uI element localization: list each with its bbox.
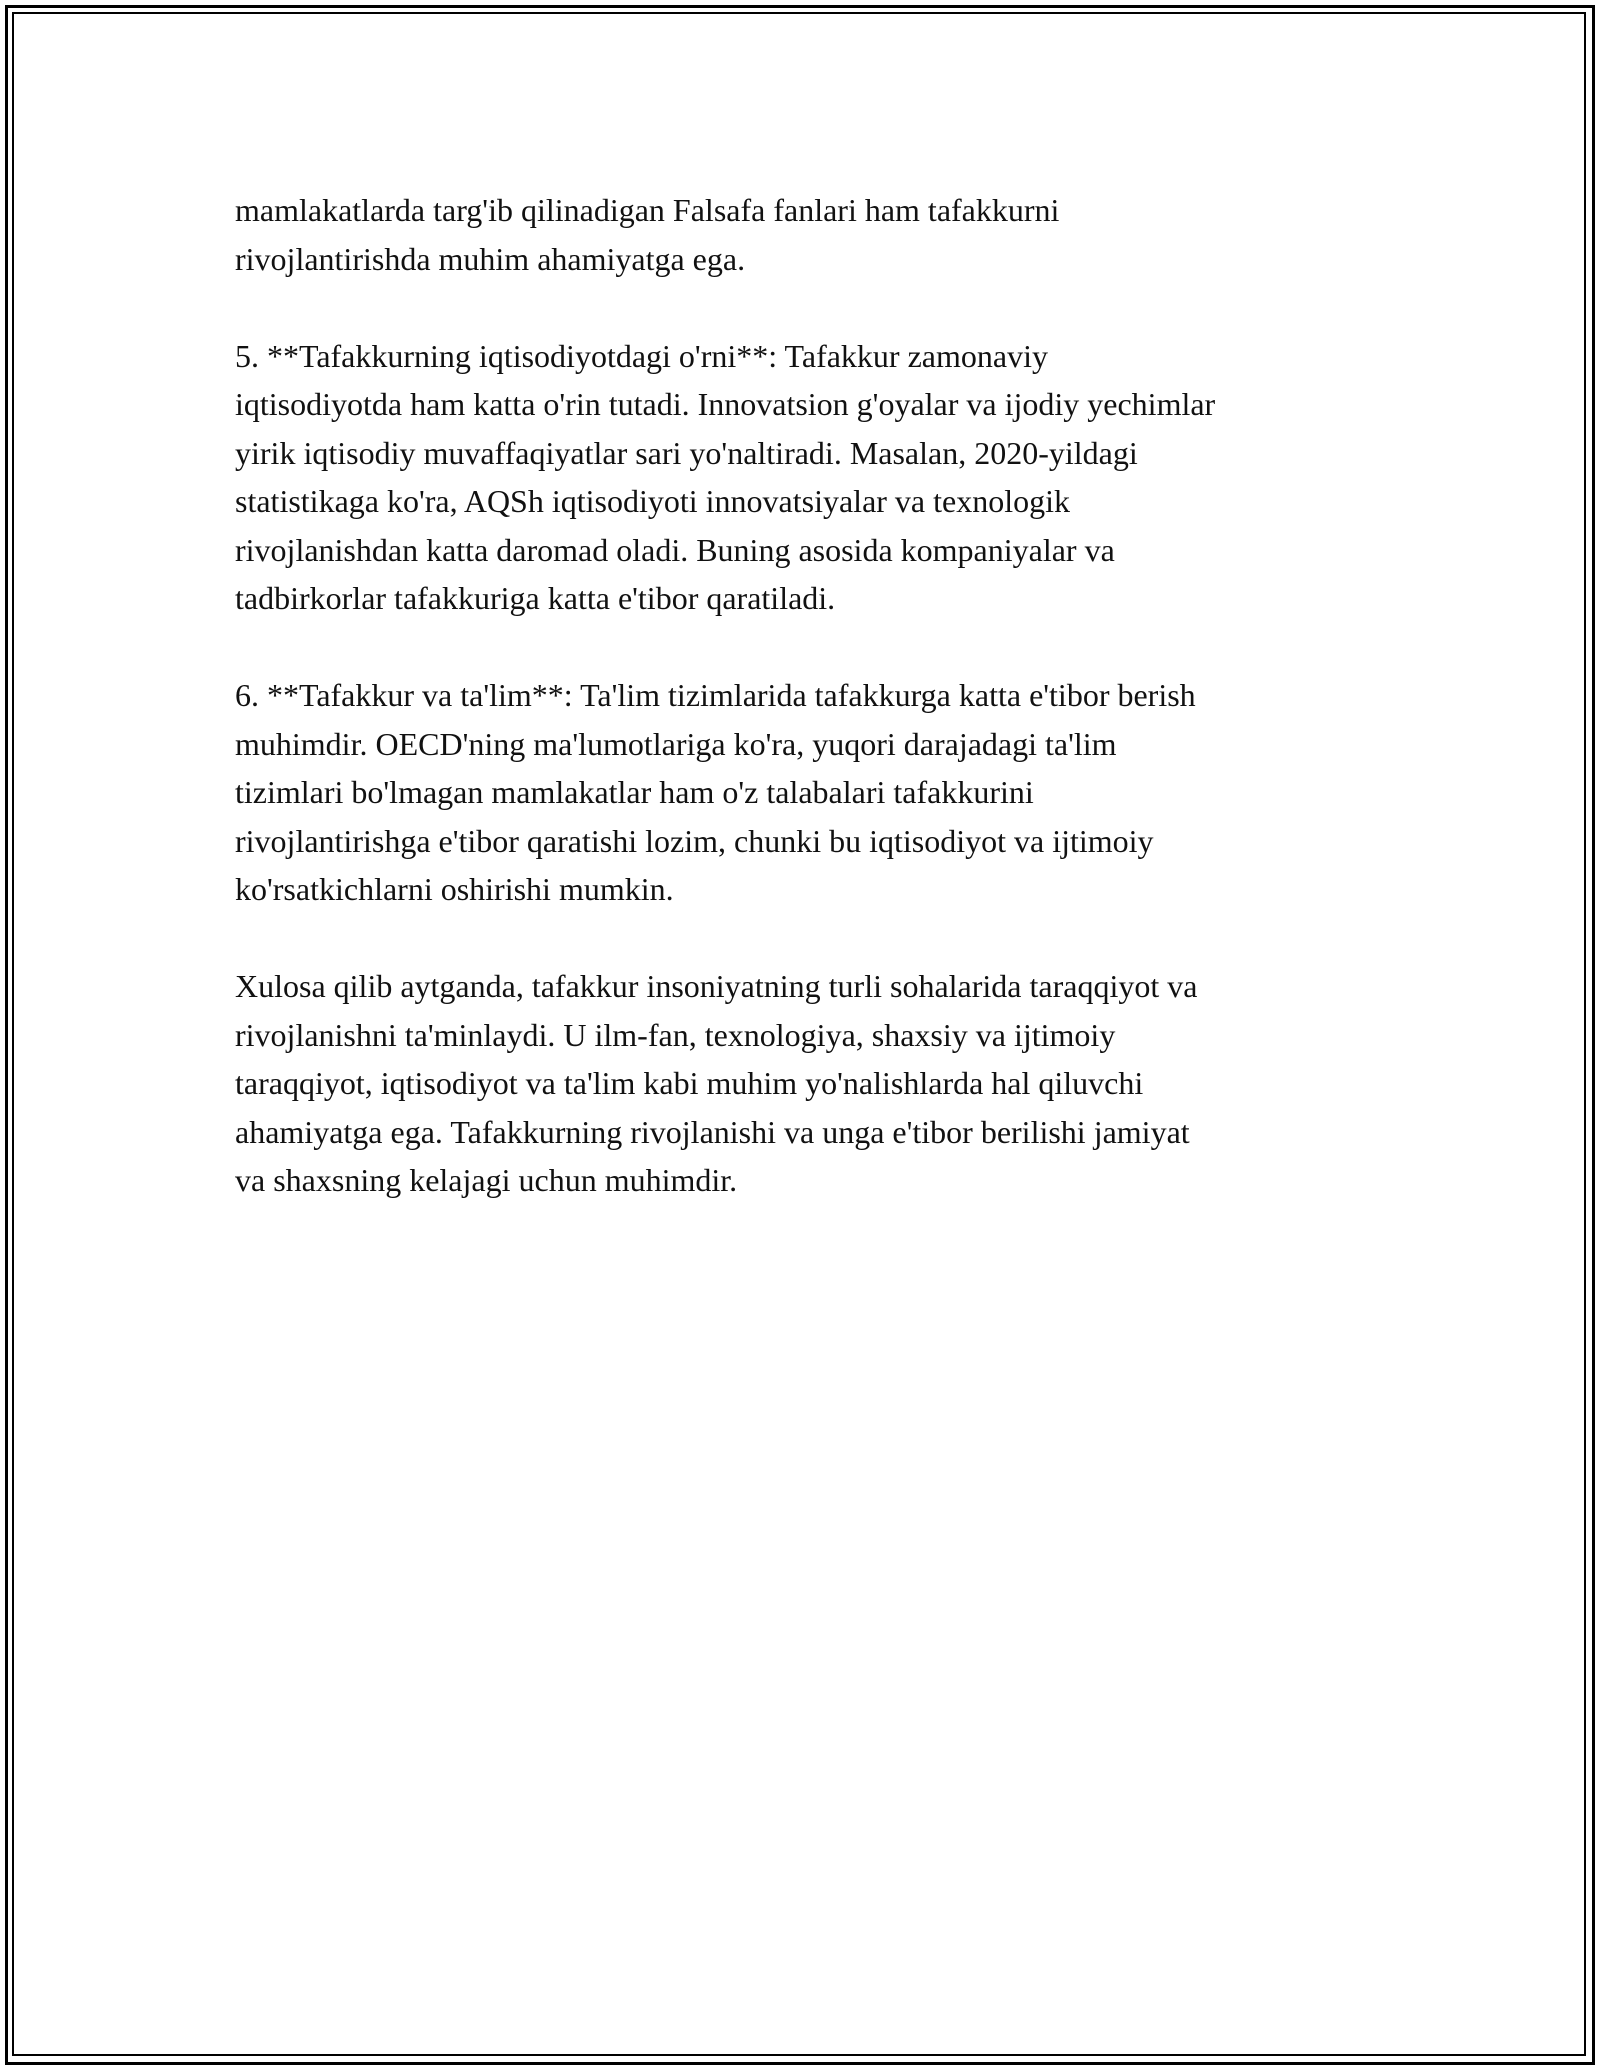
text-line: rivojlanishni ta'minlaydi. U ilm-fan, texnologiya, shaxsiy va ijtimoiy <box>235 1016 1116 1053</box>
text-line: 6. **Tafakkur va ta'lim**: Ta'lim tizimlarida tafakkurga katta e'tibor berish <box>235 677 1196 713</box>
paragraph-xulosa <box>235 962 1365 1205</box>
text-line: rivojlanishdan katta daromad oladi. Buning asosida kompaniyalar va <box>235 531 1115 568</box>
text-line: muhimdir. OECD'ning ma'lumotlariga ko'ra, yuqori darajadagi ta'lim <box>235 725 1117 762</box>
text-line: yirik iqtisodiy muvaffaqiyatlar sari yo'naltiradi. Masalan, 2020-yildagi <box>235 434 1138 471</box>
text-line: Xulosa qilib aytganda, tafakkur insoniyatning turli sohalarida taraqqiyot va <box>235 968 1198 1004</box>
text-line: rivojlantirishda muhim ahamiyatga ega. <box>235 240 746 277</box>
text-line: tadbirkorlar tafakkuriga katta e'tibor qaratiladi. <box>235 580 836 616</box>
text-line: ahamiyatga ega. Tafakkurning rivojlanishi va unga e'tibor berilishi jamiyat <box>235 1113 1190 1150</box>
text-line: 5. **Tafakkurning iqtisodiyotdagi o'rni**: Tafakkur zamonaviy <box>235 337 1048 374</box>
text-line: taraqqiyot, iqtisodiyot va ta'lim kabi muhim yo'nalishlarda hal qiluvchi <box>235 1065 1144 1101</box>
document-body <box>235 186 1365 1253</box>
paragraph-falsafa <box>235 186 1365 283</box>
text-line: tizimlari bo'lmagan mamlakatlar ham o'z talabalari tafakkurini <box>235 774 1034 810</box>
paragraph-iqtisodiyot <box>235 332 1365 623</box>
text-line: iqtisodiyotda ham katta o'rin tutadi. Innovatsion g'oyalar va ijodiy yechimlar <box>235 386 1216 422</box>
text-line: va shaxsning kelajagi uchun muhimdir. <box>235 1162 738 1198</box>
paragraph-talim <box>235 671 1365 914</box>
text-line: rivojlantirishga e'tibor qaratishi lozim, chunki bu iqtisodiyot va ijtimoiy <box>235 822 1154 859</box>
text-line: mamlakatlarda targ'ib qilinadigan Falsafa fanlari ham tafakkurni <box>235 192 1060 228</box>
text-line: statistikaga ko'ra, AQSh iqtisodiyoti innovatsiyalar va texnologik <box>235 483 1070 519</box>
text-line: ko'rsatkichlarni oshirishi mumkin. <box>235 871 674 907</box>
